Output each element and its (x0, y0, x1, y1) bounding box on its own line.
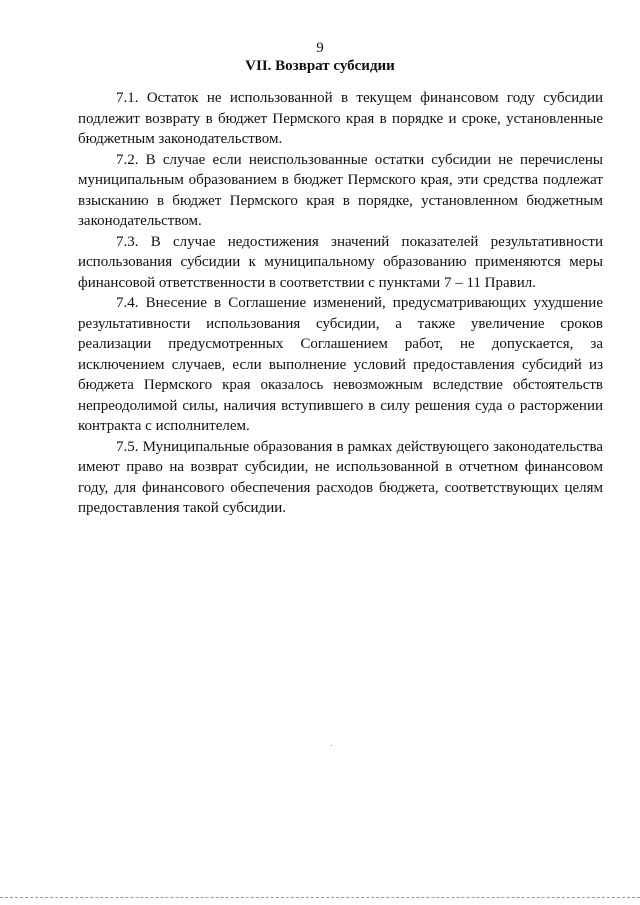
page-number: 9 (316, 40, 324, 56)
section-title: VII. Возврат субсидии (245, 58, 395, 74)
paragraph-7-4: 7.4. Внесение в Соглашение изменений, предусматривающих ухудшение результативности использования субсидии, а также увеличение сроков реализации предусмотренных Соглашением работ, не допускается, за исключением случаев, если выполнение условий предоставления субсидий из бюджета Пермского края оказалось невозможным вследствие обстоятельств непреодолимой силы, наличия вступившего в силу решения суда о расторжении контракта с исполнителем. (78, 295, 603, 434)
paragraph-7-5: 7.5. Муниципальные образования в рамках действующего законодательства имеют право на возврат субсидии, не использованной в отчетном финансовом году, для финансового обеспечения расходов бюджета, соответствующих целям предоставления такой субсидии. (78, 438, 603, 516)
paragraph-7-3: 7.3. В случае недостижения значений показателей результативности использования субсидии к муниципальному образованию применяются меры финансовой ответственности в соответствии с пунктами 7 – 11 Правил. (78, 233, 603, 291)
document-body (78, 88, 603, 519)
paragraph-7-2: 7.2. В случае если неиспользованные остатки субсидии не перечислены муниципальным образованием в бюджет Пермского края, эти средства подлежат взысканию в бюджет Пермского края в порядке, установленном бюджетным законодательством. (78, 151, 603, 229)
scan-bottom-edge (0, 897, 640, 898)
paragraph-7-1: 7.1. Остаток не использованной в текущем финансовом году субсидии подлежит возврату в бюджет Пермского края в порядке и сроке, установленные бюджетным законодательством. (78, 90, 603, 147)
scan-speck (331, 745, 332, 746)
